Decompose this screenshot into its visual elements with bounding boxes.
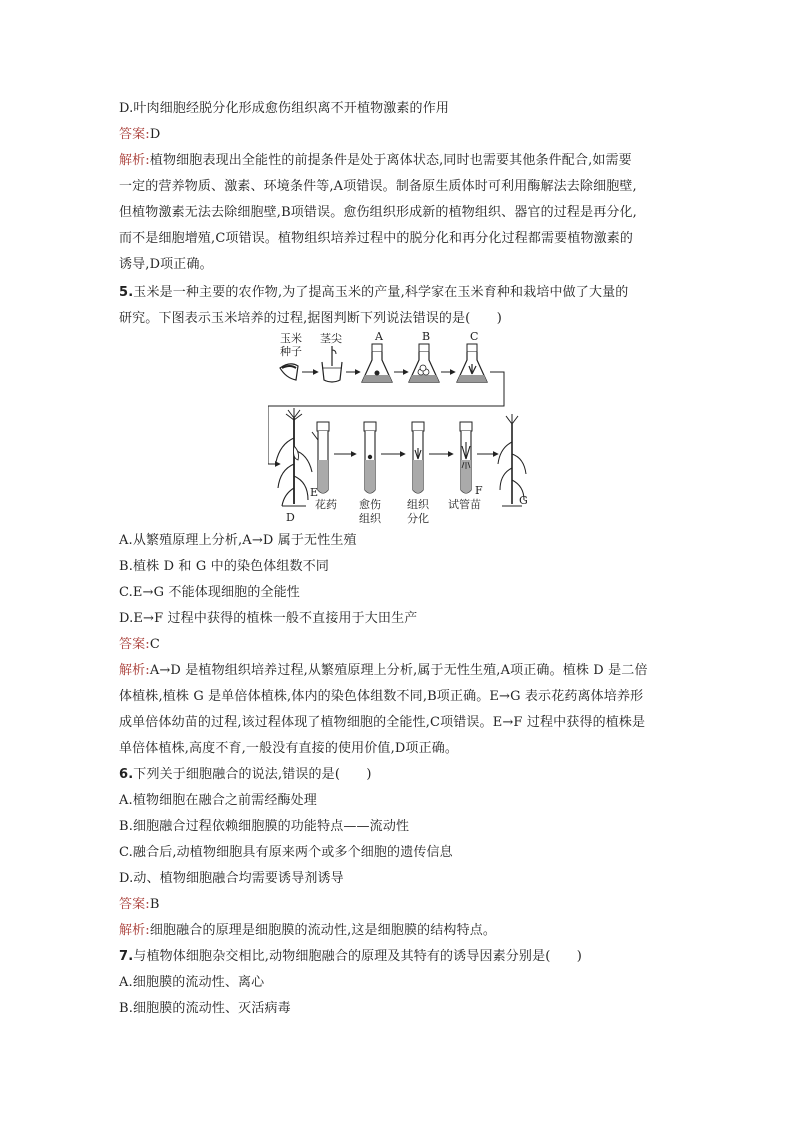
flask-a-label: A <box>375 330 383 343</box>
q5-answer <box>119 636 679 654</box>
diff-label-1: 组织 <box>407 498 429 511</box>
analysis-label: 解析: <box>119 923 150 938</box>
letter-f: F <box>475 484 483 497</box>
q5-analysis-line-3: 成单倍体幼苗的过程,该过程体现了植物细胞的全能性,C项错误。E→F 过程中获得的植株是 <box>119 715 646 730</box>
stem-tip-cup-icon <box>322 346 342 382</box>
analysis-text: A→D 是植物组织培养过程,从繁殖原理上分析,属于无性生殖,A项正确。植株 D 是二倍 <box>149 663 648 678</box>
question-stem: 玉米是一种主要的农作物,为了提高玉米的产量,科学家在玉米育种和栽培中做了大量的 <box>133 285 629 300</box>
q5-option-c: C.E→G 不能体现细胞的全能性 <box>119 585 300 600</box>
q4-answer <box>119 126 679 144</box>
tube-callus-icon <box>364 422 376 493</box>
q6-stem <box>119 766 679 784</box>
question-number: 6. <box>119 767 134 782</box>
q4-analysis-line-5: 诱导,D项正确。 <box>119 257 213 272</box>
q6-analysis <box>119 922 679 940</box>
answer-value: D <box>149 127 161 142</box>
question-number: 7. <box>119 949 134 964</box>
maize-plant-d-icon <box>276 408 312 506</box>
q4-option-d: D.叶肉细胞经脱分化形成愈伤组织离不开植物激素的作用 <box>119 101 449 116</box>
analysis-label: 解析: <box>119 663 150 678</box>
tube-anther-icon <box>312 422 329 493</box>
question-stem: 与植物体细胞杂交相比,动物细胞融合的原理及其特有的诱导因素分别是( ) <box>133 949 582 964</box>
answer-label: 答案: <box>119 897 150 912</box>
stem-tip-label: 茎尖 <box>320 332 342 345</box>
analysis-text: 植物细胞表现出全能性的前提条件是处于离体状态,同时也需要其他条件配合,如需要 <box>149 153 632 168</box>
q7-option-a: A.细胞膜的流动性、离心 <box>119 975 265 990</box>
plant-g-label: G <box>519 494 528 507</box>
q4-analysis-line-1 <box>119 152 679 170</box>
q5-option-d: D.E→F 过程中获得的植株一般不直接用于大田生产 <box>119 611 418 626</box>
q5-analysis-line-4: 单倍体植株,高度不育,一般没有直接的使用价值,D项正确。 <box>119 741 459 756</box>
q5-stem-line-2: 研究。下图表示玉米培养的过程,据图判断下列说法错误的是( ) <box>119 311 502 326</box>
q4-analysis-line-4: 而不是细胞增殖,C项错误。植物组织培养过程中的脱分化和再分化过程都需要植物激素的 <box>119 231 634 246</box>
anther-label: 花药 <box>315 498 337 511</box>
maize-seed-icon <box>280 364 298 380</box>
diff-label-2: 分化 <box>407 512 429 525</box>
answer-value: B <box>149 897 160 912</box>
q6-option-a: A.植物细胞在融合之前需经酶处理 <box>119 793 317 808</box>
q6-answer <box>119 896 679 914</box>
q6-option-d: D.动、植物细胞融合均需要诱导剂诱导 <box>119 871 344 886</box>
callus-label-1: 愈伤 <box>359 498 381 511</box>
question-number: 5. <box>119 285 134 300</box>
answer-label: 答案: <box>119 637 150 652</box>
callus-label-2: 组织 <box>359 512 381 525</box>
seed-label-1: 玉米 <box>280 332 302 345</box>
letter-e: E <box>310 486 319 499</box>
seed-label-2: 种子 <box>280 345 302 358</box>
answer-label: 答案: <box>119 127 150 142</box>
flask-b-label: B <box>422 330 431 343</box>
q5-stem-line-1 <box>119 284 679 302</box>
flask-c-icon <box>457 344 487 382</box>
flask-a-icon <box>362 344 392 382</box>
analysis-text: 细胞融合的原理是细胞膜的流动性,这是细胞膜的结构特点。 <box>149 923 497 938</box>
q7-stem <box>119 948 679 966</box>
q5-option-b: B.植株 D 和 G 中的染色体组数不同 <box>119 559 330 574</box>
q5-analysis-line-1 <box>119 662 679 680</box>
flask-c-label: C <box>470 330 479 343</box>
answer-value: C <box>149 637 160 652</box>
q5-analysis-line-2: 体植株,植株 G 是单倍体植株,体内的染色体组数不同,B项正确。E→G 表示花药离体培养形 <box>119 689 644 704</box>
flask-b-icon <box>409 344 439 382</box>
q7-option-b: B.细胞膜的流动性、灭活病毒 <box>119 1001 291 1016</box>
q6-option-b: B.细胞融合过程依赖细胞膜的功能特点——流动性 <box>119 819 410 834</box>
question-stem: 下列关于细胞融合的说法,错误的是( ) <box>133 767 372 782</box>
analysis-label: 解析: <box>119 153 150 168</box>
maize-plant-g-icon <box>498 414 526 506</box>
plantlet-label: 试管苗 <box>448 498 481 511</box>
q5-option-a: A.从繁殖原理上分析,A→D 属于无性生殖 <box>119 533 357 548</box>
tube-differentiation-icon <box>412 422 424 493</box>
q6-option-c: C.融合后,动植物细胞具有原来两个或多个细胞的遗传信息 <box>119 845 453 860</box>
plant-d-label: D <box>286 511 295 524</box>
q4-analysis-line-3: 但植物激素无法去除细胞壁,B项错误。愈伤组织形成新的植物组织、器官的过程是再分化, <box>119 205 637 220</box>
q4-analysis-line-2: 一定的营养物质、激素、环境条件等,A项错误。制备原生质体时可利用酶解法去除细胞壁, <box>119 179 637 194</box>
maize-culture-diagram <box>268 328 530 526</box>
tube-plantlet-icon <box>460 422 472 493</box>
